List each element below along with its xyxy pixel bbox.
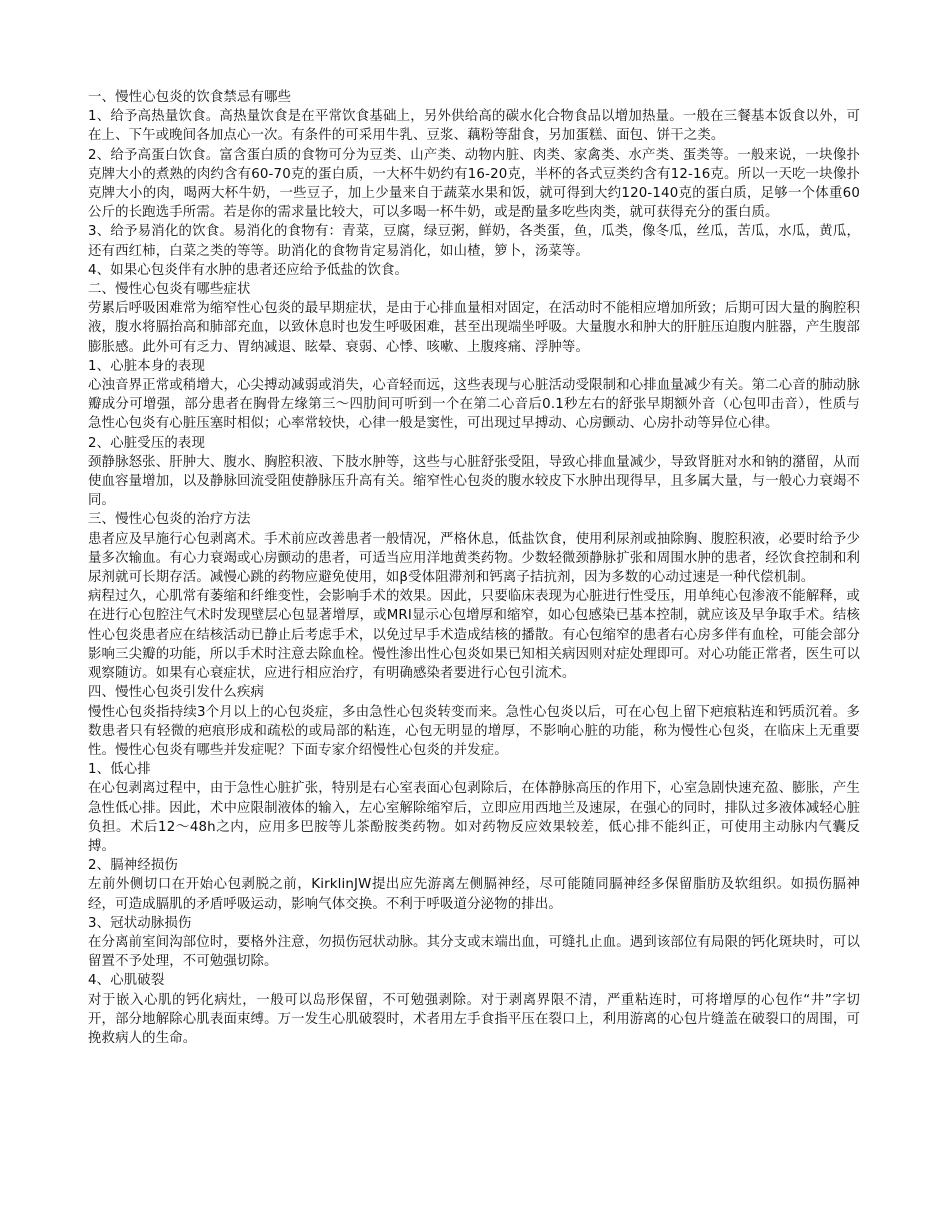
subheading-phrenic-nerve: 2、膈神经损伤 — [88, 858, 178, 874]
paragraph-heart-signs: 心浊音界正常或稍增大，心尖搏动减弱或消失，心音轻而远，这些表现与心脏活动受限制和心排血量减少有关。第二心音的肺动脉瓣成分可增强，部分患者在胸骨左缘第三～四肋间可听到一个在第二心音后0.1秒左右的舒张早期额外音（心包叩击音），性质与急性心包炎有心脏压塞时相似；心率常较快，心律一般是窦性，可出现过早搏动、心房颤动、心房扑动等异位心律。 — [88, 378, 860, 432]
paragraph-coronary: 在分离前室间沟部位时，要格外注意，勿损伤冠状动脉。其分支或末端出血，可缝扎止血。遇到该部位有局限的钙化斑块时，可以留置不予处理，不可勉强切除。 — [88, 934, 860, 970]
paragraph-digestible: 3、给予易消化的饮食。易消化的食物有：青菜，豆腐，绿豆粥，鲜奶，各类蛋，鱼，瓜类，像冬瓜，丝瓜，苦瓜，水瓜，黄瓜，还有西红柿，白菜之类的等等。助消化的食物肯定易消化，如山楂，箩卜，汤菜等。 — [88, 224, 860, 259]
paragraph-compression-signs: 颈静脉怒张、肝肿大、腹水、胸腔积液、下肢水肿等，这些与心脏舒张受阻，导致心排血量减少，导致肾脏对水和钠的潴留，从而使血容量增加，以及静脉回流受阻使静脉压升高有关。缩窄性心包炎的腹水较皮下水肿出现得早，且多属大量，与一般心力衰竭不同。 — [88, 454, 860, 509]
section-heading-complications: 四、慢性心包炎引发什么疾病 — [88, 685, 265, 701]
subheading-heart-signs: 1、心脏本身的表现 — [88, 358, 205, 374]
paragraph-treatment-1: 患者应及早施行心包剥离术。手术前应改善患者一般情况，严格休息，低盐饮食，使用利尿剂或抽除胸、腹腔积液，必要时给予少量多次输血。有心力衰竭或心房颤动的患者，可适当应用洋地黄类药物。少数轻微颈静脉扩张和周围水肿的患者，经饮食控制和利尿剂就可长期存活。减慢心跳的药物应避免使用，如β受体阻滞剂和钙离子拮抗剂，因为多数的心动过速是一种代偿机制。 — [88, 531, 860, 586]
paragraph-myocardial-rupture: 对于嵌入心肌的钙化病灶，一般可以岛形保留，不可勉强剥除。对于剥离界限不清，严重粘连时，可将增厚的心包作“井”字切开，部分地解除心肌表面束缚。万一发生心肌破裂时，术者用左手食指平压在裂口上，利用游离的心包片缝盖在破裂口的周围，可挽救病人的生命。 — [88, 992, 860, 1046]
subheading-compression-signs: 2、心脏受压的表现 — [88, 435, 205, 451]
paragraph-phrenic-nerve: 左前外侧切口在开始心包剥脱之前，KirklinJW提出应先游离左侧膈神经，尽可能随同膈神经多保留脂肪及软组织。如损伤膈神经，可造成膈肌的矛盾呼吸运动，影响气体交换。不利于呼吸道分泌物的排出。 — [88, 877, 860, 912]
paragraph-symptoms-intro: 劳累后呼吸困难常为缩窄性心包炎的最早期症状，是由于心排血量相对固定，在活动时不能相应增加所致；后期可因大量的胸腔积液，腹水将膈抬高和肺部充血，以致休息时也发生呼吸困难，甚至出现端坐呼吸。大量腹水和肿大的肝脏压迫腹内脏器，产生腹部膨胀感。此外可有乏力、胃纳减退、眩晕、衰弱、心悸、咳嗽、上腹疼痛、浮肿等。 — [88, 301, 860, 355]
section-heading-treatment: 三、慢性心包炎的治疗方法 — [88, 512, 251, 528]
paragraph-high-protein: 2、给予高蛋白饮食。富含蛋白质的食物可分为豆类、山产类、动物内脏、肉类、家禽类、水产类、蛋类等。一般来说，一块像扑克牌大小的煮熟的肉约含有60-70克的蛋白质，一大杯牛奶约有16-20克，半杯的各式豆类约含有12-16克。所以一天吃一块像扑克牌大小的肉，喝两大杯牛奶，一些豆子，加上少量来自于蔬菜水果和饭，就可得到大约120-140克的蛋白质，足够一个体重60公斤的长跑选手所需。若是你的需求量比较大，可以多喝一杯牛奶，或是酌量多吃些肉类，就可获得充分的蛋白质。 — [88, 147, 860, 221]
document-body — [88, 88, 860, 1048]
section-heading-diet: 一、慢性心包炎的饮食禁忌有哪些 — [88, 90, 292, 105]
subheading-low-output: 1、低心排 — [88, 762, 151, 778]
paragraph-treatment-2: 病程过久，心肌常有萎缩和纤维变性，会影响手术的效果。因此，只要临床表现为心脏进行性受压，用单纯心包渗液不能解释，或在进行心包腔注气术时发现壁层心包显著增厚，或MRI显示心包增厚和缩窄，如心包感染已基本控制，就应该及早争取手术。结核性心包炎患者应在结核活动已静止后考虑手术，以免过早手术造成结核的播散。有心包缩窄的患者右心房多伴有血栓，可能会部分影响三尖瓣的功能，所以手术时注意去除血栓。慢性渗出性心包炎如果已知相关病因则对症处理即可。对心功能正常者，医生可以观察随访。如果有心衰症状，应进行相应治疗，有明确感染者要进行心包引流术。 — [88, 589, 860, 682]
paragraph-low-salt: 4、如果心包炎伴有水肿的患者还应给予低盐的饮食。 — [88, 262, 409, 278]
subheading-myocardial-rupture: 4、心肌破裂 — [88, 973, 165, 989]
paragraph-high-calorie: 1、给予高热量饮食。高热量饮食是在平常饮食基础上，另外供给高的碳水化合物食品以增加热量。一般在三餐基本饭食以外，可在上、下午或晚间各加点心一次。有条件的可采用牛乳、豆浆、藕粉等甜食，另加蛋糕、面包、饼干之类。 — [88, 109, 860, 144]
paragraph-low-output: 在心包剥离过程中，由于急性心脏扩张，特别是右心室表面心包剥除后，在体静脉高压的作用下，心室急剧快速充盈、膨胀，产生急性低心排。因此，术中应限制液体的输入，左心室解除缩窄后，立即应用西地兰及速尿，在强心的同时，排队过多液体减轻心脏负担。术后12～48h之内，应用多巴胺等儿茶酚胺类药物。如对药物反应效果较差，低心排不能纠正，可使用主动脉内气囊反搏。 — [88, 781, 860, 854]
subheading-coronary: 3、冠状动脉损伤 — [88, 915, 192, 931]
paragraph-complications-intro: 慢性心包炎指持续3个月以上的心包炎症，多由急性心包炎转变而来。急性心包炎以后，可在心包上留下疤痕粘连和钙质沉着。多数患者只有轻微的疤痕形成和疏松的或局部的粘连，心包无明显的增厚，不影响心脏的功能，称为慢性心包炎，在临床上无重要性。慢性心包炎有哪些并发症呢？下面专家介绍慢性心包炎的并发症。 — [88, 704, 860, 758]
section-heading-symptoms: 二、慢性心包炎有哪些症状 — [88, 282, 251, 298]
